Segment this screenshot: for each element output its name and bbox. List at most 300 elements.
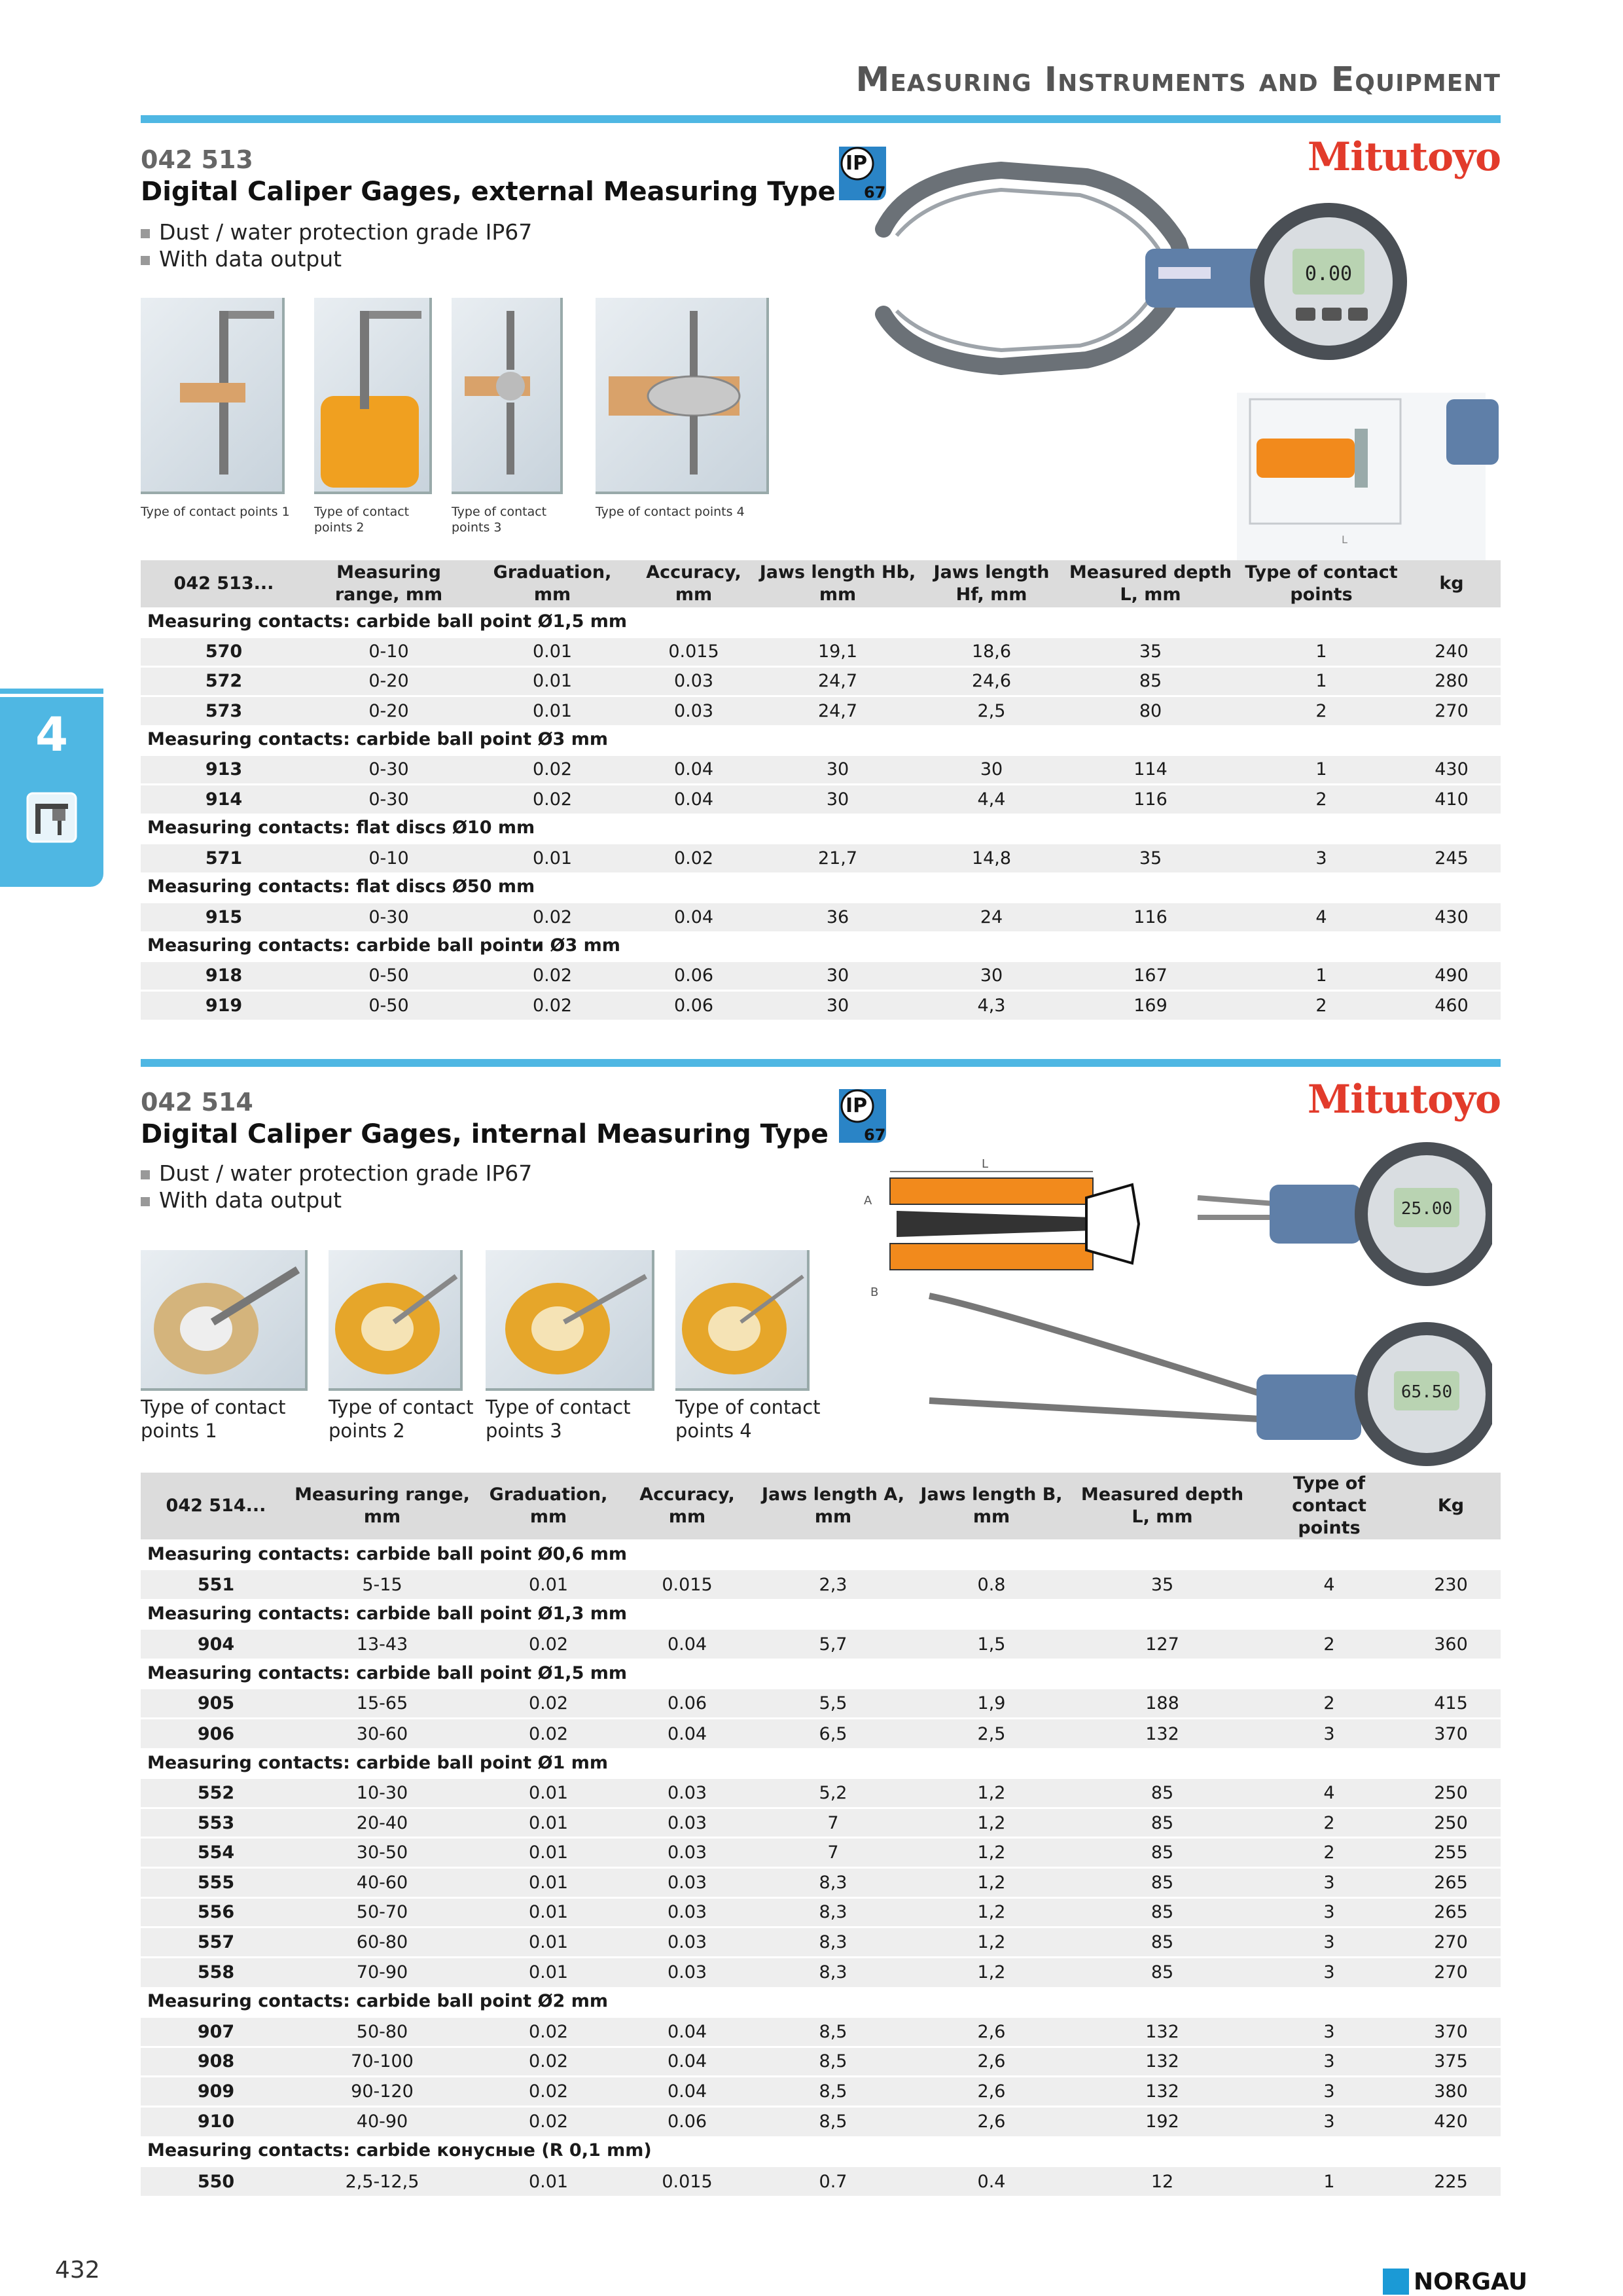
part-number-cell: 905: [141, 1689, 291, 1719]
table-cell: 10-30: [291, 1778, 473, 1808]
table-cell: 0-10: [307, 843, 471, 872]
table-cell: 0.01: [471, 637, 634, 666]
part-number-cell: 909: [141, 2077, 291, 2107]
mitutoyo-logo-1: Mitutoyo: [1307, 134, 1501, 180]
table-cell: 24,7: [753, 666, 922, 696]
table-cell: 0.01: [473, 2166, 624, 2196]
spec-table-042-513: [141, 560, 1501, 1020]
part-number-cell: 550: [141, 2166, 291, 2196]
table-row: [141, 1928, 1501, 1958]
table-cell: 8,5: [751, 2017, 916, 2047]
table-cell: 0-10: [307, 637, 471, 666]
table-cell: 0.01: [471, 696, 634, 725]
table-cell: 188: [1067, 1689, 1257, 1719]
table-cell: 85: [1067, 1868, 1257, 1898]
part-number-cell: 906: [141, 1719, 291, 1749]
table-cell: 30-60: [291, 1719, 473, 1749]
norgau-logo-text: NORGAU: [1414, 2269, 1527, 2295]
table-cell: 0.04: [634, 784, 753, 814]
table-cell: 19,1: [753, 637, 922, 666]
table-cell: 0.04: [624, 2077, 751, 2107]
page-number: 432: [55, 2257, 100, 2284]
table-cell: 8,3: [751, 1868, 916, 1898]
table-cell: 2,6: [916, 2047, 1067, 2077]
ip-badge-bottom: 67: [864, 183, 886, 202]
spec-table-042-514: [141, 1473, 1501, 2196]
table-row: [141, 755, 1501, 784]
table-cell: 0.03: [624, 1928, 751, 1958]
table-cell: 1,2: [916, 1808, 1067, 1838]
table-cell: 3: [1257, 2017, 1401, 2047]
table-cell: 24: [922, 902, 1061, 931]
table-cell: 1,2: [916, 1897, 1067, 1928]
table-cell: 0.015: [624, 2166, 751, 2196]
table-cell: 280: [1402, 666, 1501, 696]
table-row: [141, 1778, 1501, 1808]
table-cell: 380: [1401, 2077, 1501, 2107]
contact-type-3-image: [452, 298, 563, 494]
page-header-title: Measuring Instruments and Equipment: [855, 60, 1501, 99]
table-cell: 3: [1257, 1719, 1401, 1749]
table-cell: 2: [1240, 784, 1402, 814]
table-cell: 8,3: [751, 1897, 916, 1928]
product-code-2: 042 514: [141, 1088, 253, 1117]
feature-item: Dust / water protection grade IP67: [141, 219, 532, 245]
ip-badge-top: IP: [846, 152, 868, 175]
table-cell: 1: [1240, 961, 1402, 990]
table-row: [141, 843, 1501, 872]
table-cell: 2,3: [751, 1570, 916, 1600]
part-number-cell: 555: [141, 1868, 291, 1898]
depth-dimension-label: L: [1342, 533, 1347, 546]
table-cell: 0.04: [624, 1629, 751, 1659]
table-cell: 85: [1067, 1897, 1257, 1928]
part-number-cell: 918: [141, 961, 307, 990]
table-cell: 114: [1061, 755, 1240, 784]
table-section-heading: [141, 1599, 1501, 1629]
section-heading-text: Measuring contacts: carbide ball point Ø3 mm: [141, 725, 1501, 755]
table-cell: 0.01: [471, 843, 634, 872]
table-cell: 0.01: [473, 1570, 624, 1600]
table-cell: 0-50: [307, 961, 471, 990]
table-cell: 245: [1402, 843, 1501, 872]
ip-badge-top: IP: [846, 1094, 868, 1117]
table-row: [141, 2017, 1501, 2047]
table-section-heading: [141, 872, 1501, 902]
table-cell: 70-90: [291, 1957, 473, 1987]
contact-type-caption: Type of contact points 1: [141, 505, 290, 519]
table-cell: 250: [1401, 1808, 1501, 1838]
table-cell: 2,5: [916, 1719, 1067, 1749]
table-row: [141, 990, 1501, 1020]
table-section-heading: [141, 814, 1501, 843]
table-row: [141, 666, 1501, 696]
table-section-heading: [141, 2136, 1501, 2166]
table-cell: 0.02: [634, 843, 753, 872]
column-header: Accuracy, mm: [624, 1473, 751, 1539]
table-cell: 0.01: [473, 1838, 624, 1868]
table-cell: 2: [1240, 696, 1402, 725]
table-cell: 370: [1401, 1719, 1501, 1749]
column-header: Measured depth L, mm: [1067, 1473, 1257, 1539]
table-cell: 127: [1067, 1629, 1257, 1659]
internal-caliper-gage-image: [916, 1113, 1492, 1479]
table-cell: 0.02: [471, 990, 634, 1020]
table-cell: 40-90: [291, 2106, 473, 2136]
diagram-label-b: B: [870, 1285, 879, 1299]
table-cell: 0.04: [634, 755, 753, 784]
part-number-cell: 551: [141, 1570, 291, 1600]
table-cell: 0.02: [473, 1629, 624, 1659]
part-number-cell: 571: [141, 843, 307, 872]
table-row: [141, 2106, 1501, 2136]
table-cell: 0-30: [307, 755, 471, 784]
table-cell: 15-65: [291, 1689, 473, 1719]
feature-item: Dust / water protection grade IP67: [141, 1160, 532, 1187]
table-cell: 4,3: [922, 990, 1061, 1020]
table-section-heading: [141, 931, 1501, 961]
table-cell: 5,7: [751, 1629, 916, 1659]
part-number-cell: 554: [141, 1838, 291, 1868]
caliper-chapter-icon: [26, 792, 77, 843]
table-cell: 30: [753, 990, 922, 1020]
part-number-cell: 919: [141, 990, 307, 1020]
part-number-cell: 904: [141, 1629, 291, 1659]
table-cell: 0.02: [471, 784, 634, 814]
header-divider: [141, 115, 1501, 123]
diagram-label-l: L: [982, 1157, 989, 1171]
table-cell: 8,3: [751, 1928, 916, 1958]
column-header: 042 513...: [141, 560, 307, 607]
table-cell: 116: [1061, 784, 1240, 814]
table-cell: 132: [1067, 2017, 1257, 2047]
table-cell: 1,9: [916, 1689, 1067, 1719]
table-cell: 1,2: [916, 1778, 1067, 1808]
table-cell: 420: [1401, 2106, 1501, 2136]
product-title-1: Digital Caliper Gages, external Measuring Type: [141, 177, 836, 207]
contact-type-4-image: [596, 298, 769, 494]
side-tab-accent: [0, 689, 103, 694]
part-number-cell: 558: [141, 1957, 291, 1987]
column-header: 042 514...: [141, 1473, 291, 1539]
table-cell: 250: [1401, 1778, 1501, 1808]
table-cell: 0.03: [624, 1808, 751, 1838]
table-cell: 30: [922, 961, 1061, 990]
table-cell: 0-30: [307, 902, 471, 931]
section-heading-text: Measuring contacts: flat discs Ø50 mm: [141, 872, 1501, 902]
table-cell: 0.03: [634, 666, 753, 696]
column-header: Kg: [1401, 1473, 1501, 1539]
table-cell: 80: [1061, 696, 1240, 725]
internal-contact-type-3-image: [486, 1250, 654, 1391]
feature-list-1: [141, 219, 532, 272]
feature-item: With data output: [141, 245, 532, 272]
column-header: Jaws length Hb, mm: [753, 560, 922, 607]
table-cell: 225: [1401, 2166, 1501, 2196]
table-cell: 230: [1401, 1570, 1501, 1600]
part-number-cell: 913: [141, 755, 307, 784]
table-row: [141, 1957, 1501, 1987]
display-readout: 25.00: [1400, 1199, 1453, 1219]
table-cell: 375: [1401, 2047, 1501, 2077]
product-title-2: Digital Caliper Gages, internal Measuring Type: [141, 1119, 829, 1149]
ip67-badge-2: [836, 1086, 889, 1145]
table-row: [141, 2077, 1501, 2107]
table-cell: 0.03: [634, 696, 753, 725]
contact-type-1-image: [141, 298, 285, 494]
table-cell: 1,2: [916, 1868, 1067, 1898]
table-cell: 5,5: [751, 1689, 916, 1719]
part-number-cell: 556: [141, 1897, 291, 1928]
table-section-heading: [141, 1748, 1501, 1778]
table-cell: 0.01: [473, 1928, 624, 1958]
part-number-cell: 552: [141, 1778, 291, 1808]
table-cell: 8,3: [751, 1957, 916, 1987]
table-cell: 13-43: [291, 1629, 473, 1659]
table-cell: 132: [1067, 2047, 1257, 2077]
section-heading-text: Measuring contacts: carbide ball point Ø1,5 mm: [141, 607, 1501, 637]
table-row: [141, 784, 1501, 814]
internal-contact-caption: Type of contact points 1: [141, 1396, 286, 1442]
table-cell: 0.06: [634, 990, 753, 1020]
table-cell: 255: [1401, 1838, 1501, 1868]
table-row: [141, 1629, 1501, 1659]
section-heading-text: Measuring contacts: carbide ball point Ø0,6 mm: [141, 1539, 1501, 1570]
table-cell: 1: [1240, 637, 1402, 666]
part-number-cell: 908: [141, 2047, 291, 2077]
section-heading-text: Measuring contacts: carbide ball point Ø1 mm: [141, 1748, 1501, 1778]
table-cell: 50-80: [291, 2017, 473, 2047]
table-cell: 70-100: [291, 2047, 473, 2077]
table-section-heading: [141, 725, 1501, 755]
part-number-cell: 572: [141, 666, 307, 696]
table-cell: 0.4: [916, 2166, 1067, 2196]
table-cell: 370: [1401, 2017, 1501, 2047]
table-cell: 35: [1061, 843, 1240, 872]
svg-text:0.00: 0.00: [1304, 262, 1353, 285]
table-cell: 85: [1067, 1928, 1257, 1958]
table-cell: 0.02: [473, 2047, 624, 2077]
table-cell: 3: [1257, 2106, 1401, 2136]
table-cell: 169: [1061, 990, 1240, 1020]
table-cell: 85: [1061, 666, 1240, 696]
table-cell: 0.06: [624, 1689, 751, 1719]
table-cell: 1,2: [916, 1928, 1067, 1958]
table-cell: 0.02: [471, 755, 634, 784]
table-cell: 2: [1257, 1808, 1401, 1838]
column-header: Jaws length B, mm: [916, 1473, 1067, 1539]
table-cell: 2: [1240, 990, 1402, 1020]
table-cell: 24,7: [753, 696, 922, 725]
table-cell: 2,5: [922, 696, 1061, 725]
table-row: [141, 1689, 1501, 1719]
column-header: Jaws length Hf, mm: [922, 560, 1061, 607]
table-cell: 0.02: [473, 2077, 624, 2107]
table-row: [141, 637, 1501, 666]
part-number-cell: 910: [141, 2106, 291, 2136]
table-cell: 1: [1257, 2166, 1401, 2196]
table-cell: 0.01: [473, 1868, 624, 1898]
table-cell: 1,2: [916, 1838, 1067, 1868]
feature-list-2: [141, 1160, 532, 1213]
section-heading-text: Measuring contacts: flat discs Ø10 mm: [141, 814, 1501, 843]
internal-contact-type-2-image: [329, 1250, 463, 1391]
table-cell: 0.01: [473, 1897, 624, 1928]
table-cell: 265: [1401, 1897, 1501, 1928]
table-cell: 35: [1067, 1570, 1257, 1600]
table-cell: 24,6: [922, 666, 1061, 696]
table-cell: 21,7: [753, 843, 922, 872]
table-cell: 85: [1067, 1838, 1257, 1868]
part-number-cell: 573: [141, 696, 307, 725]
table-cell: 0.03: [624, 1897, 751, 1928]
table-cell: 410: [1402, 784, 1501, 814]
table-cell: 0-50: [307, 990, 471, 1020]
table-row: [141, 1868, 1501, 1898]
table-cell: 4: [1257, 1778, 1401, 1808]
internal-contact-caption: Type of contact points 2: [329, 1396, 474, 1442]
table-cell: 7: [751, 1838, 916, 1868]
display-readout: 65.50: [1400, 1382, 1453, 1402]
table-cell: 60-80: [291, 1928, 473, 1958]
table-cell: 1: [1240, 666, 1402, 696]
table-cell: 0.02: [473, 2106, 624, 2136]
table-cell: 270: [1401, 1957, 1501, 1987]
table-cell: 85: [1067, 1778, 1257, 1808]
table-cell: 1,5: [916, 1629, 1067, 1659]
table-cell: 4: [1257, 1570, 1401, 1600]
contact-type-caption: Type of contact points 3: [452, 505, 547, 535]
table-cell: 30: [922, 755, 1061, 784]
table-cell: 3: [1257, 1897, 1401, 1928]
table-cell: 35: [1061, 637, 1240, 666]
table-cell: 240: [1402, 637, 1501, 666]
table-cell: 3: [1240, 843, 1402, 872]
table-cell: 360: [1401, 1629, 1501, 1659]
table-cell: 167: [1061, 961, 1240, 990]
contact-type-caption: Type of contact points 2: [314, 505, 410, 535]
ip-badge-bottom: 67: [864, 1126, 886, 1144]
table-cell: 14,8: [922, 843, 1061, 872]
table-cell: 50-70: [291, 1897, 473, 1928]
table-row: [141, 1808, 1501, 1838]
column-header: Measuring range, mm: [291, 1473, 473, 1539]
product-code-1: 042 513: [141, 145, 253, 174]
table-cell: 0.04: [634, 902, 753, 931]
table-row: [141, 2166, 1501, 2196]
table-cell: 0.03: [624, 1838, 751, 1868]
table-cell: 0.03: [624, 1868, 751, 1898]
table-cell: 0.01: [473, 1808, 624, 1838]
table-cell: 0.06: [634, 961, 753, 990]
table-cell: 36: [753, 902, 922, 931]
column-header: Measured depth L, mm: [1061, 560, 1240, 607]
table-row: [141, 696, 1501, 725]
table-cell: 5,2: [751, 1778, 916, 1808]
part-number-cell: 907: [141, 2017, 291, 2047]
table-row: [141, 1838, 1501, 1868]
section-heading-text: Measuring contacts: carbide ball point Ø1,5 mm: [141, 1659, 1501, 1689]
table-cell: 0-20: [307, 696, 471, 725]
table-cell: 30: [753, 784, 922, 814]
table-cell: 8,5: [751, 2047, 916, 2077]
internal-contact-type-1-image: [141, 1250, 308, 1391]
table-cell: 3: [1257, 1957, 1401, 1987]
table-row: [141, 1897, 1501, 1928]
diagram-label-a: A: [864, 1194, 872, 1208]
column-header: Type of contact points: [1240, 560, 1402, 607]
column-header: Graduation, mm: [473, 1473, 624, 1539]
table-cell: 270: [1402, 696, 1501, 725]
table-cell: 2: [1257, 1838, 1401, 1868]
table-cell: 460: [1402, 990, 1501, 1020]
contact-type-caption: Type of contact points 4: [596, 505, 745, 519]
table-cell: 0.02: [473, 1719, 624, 1749]
table-cell: 5-15: [291, 1570, 473, 1600]
table-cell: 2,6: [916, 2106, 1067, 2136]
table-cell: 0.015: [634, 637, 753, 666]
table-section-heading: [141, 607, 1501, 637]
table-cell: 0.02: [473, 1689, 624, 1719]
column-header: Graduation, mm: [471, 560, 634, 607]
table-cell: 116: [1061, 902, 1240, 931]
table-cell: 2,6: [916, 2017, 1067, 2047]
norgau-logo-mark: [1383, 2269, 1409, 2295]
table-cell: 0.04: [624, 2047, 751, 2077]
table-cell: 0-20: [307, 666, 471, 696]
table-cell: 0.01: [473, 1778, 624, 1808]
table-cell: 4,4: [922, 784, 1061, 814]
table-cell: 270: [1401, 1928, 1501, 1958]
part-number-cell: 557: [141, 1928, 291, 1958]
section-heading-text: Measuring contacts: carbide ball point Ø1,3 mm: [141, 1599, 1501, 1629]
column-header: Jaws length A, mm: [751, 1473, 916, 1539]
mitutoyo-logo-2: Mitutoyo: [1307, 1077, 1501, 1122]
table-cell: 0.02: [471, 902, 634, 931]
section-divider: [141, 1059, 1501, 1067]
table-cell: 0.015: [624, 1570, 751, 1600]
internal-contact-type-4-image: [675, 1250, 810, 1391]
feature-item: With data output: [141, 1187, 532, 1213]
table-cell: 0.7: [751, 2166, 916, 2196]
table-section-heading: [141, 1987, 1501, 2017]
table-cell: 30-50: [291, 1838, 473, 1868]
section-heading-text: Measuring contacts: carbide ball pointи Ø3 mm: [141, 931, 1501, 961]
table-section-heading: [141, 1659, 1501, 1689]
table-cell: 2: [1257, 1689, 1401, 1719]
table-cell: 3: [1257, 1868, 1401, 1898]
table-row: [141, 2047, 1501, 2077]
external-caliper-gage-image: [870, 151, 1499, 569]
table-cell: 2,6: [916, 2077, 1067, 2107]
table-cell: 12: [1067, 2166, 1257, 2196]
internal-contact-caption: Type of contact points 4: [675, 1396, 821, 1442]
table-cell: 0.03: [624, 1957, 751, 1987]
table-cell: 265: [1401, 1868, 1501, 1898]
table-cell: 0.01: [473, 1957, 624, 1987]
table-cell: 415: [1401, 1689, 1501, 1719]
table-cell: 0.02: [473, 2017, 624, 2047]
table-section-heading: [141, 1539, 1501, 1570]
table-cell: 430: [1402, 755, 1501, 784]
column-header: Measuring range, mm: [307, 560, 471, 607]
table-cell: 8,5: [751, 2106, 916, 2136]
table-cell: 490: [1402, 961, 1501, 990]
part-number-cell: 553: [141, 1808, 291, 1838]
part-number-cell: 915: [141, 902, 307, 931]
table-cell: 40-60: [291, 1868, 473, 1898]
table-cell: 6,5: [751, 1719, 916, 1749]
